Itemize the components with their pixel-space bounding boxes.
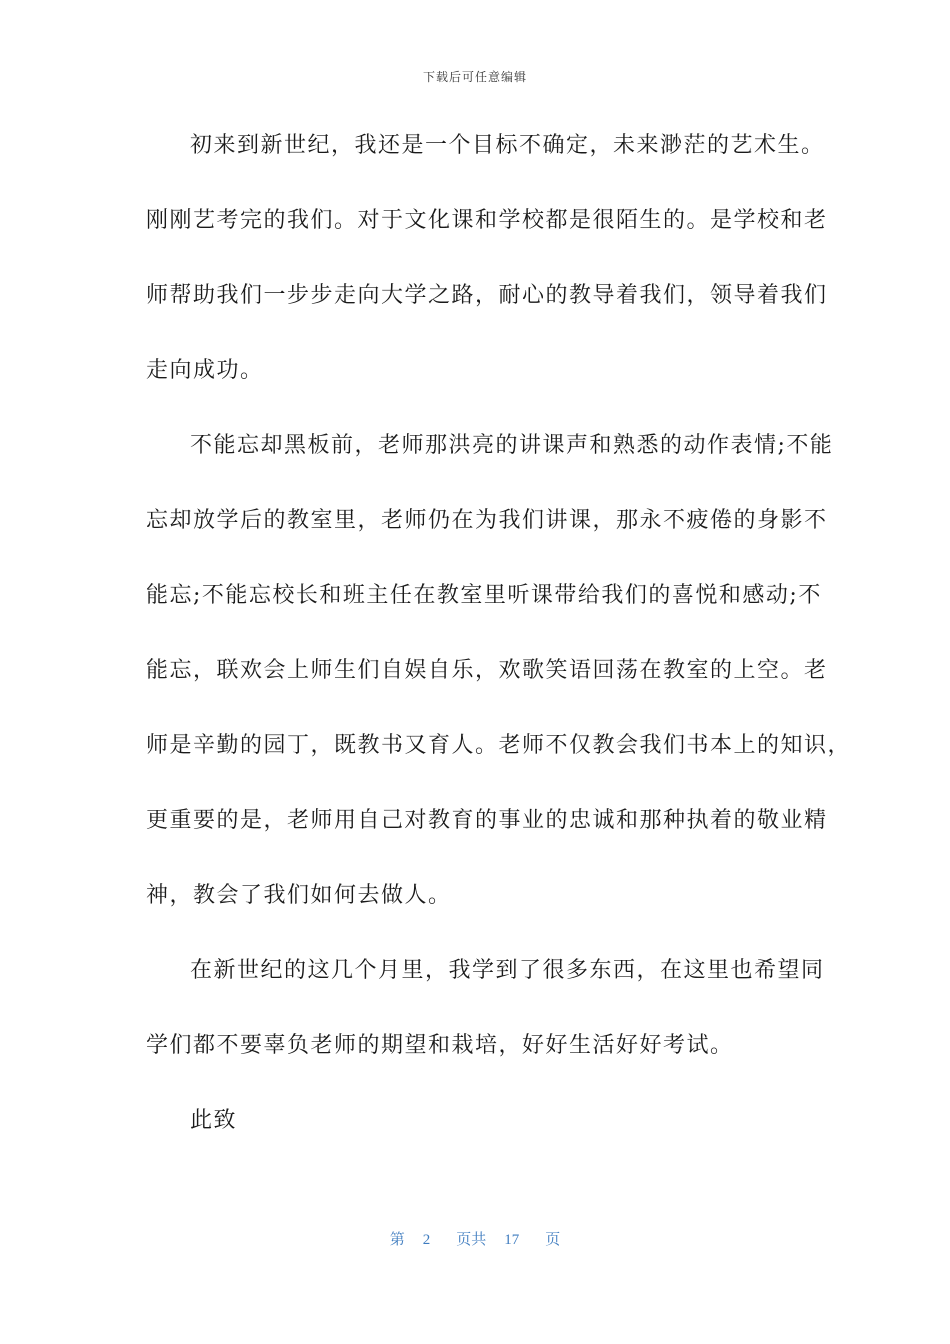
footer-ye-gong: 页共 bbox=[456, 1232, 487, 1248]
footer-page-number: 2 bbox=[422, 1232, 431, 1248]
footer-di: 第 bbox=[389, 1232, 405, 1248]
document-body bbox=[146, 122, 852, 1172]
page-footer bbox=[0, 1228, 950, 1249]
paragraph-line: 学们都不要辜负老师的期望和栽培，好好生活好好考试。 bbox=[146, 1033, 734, 1058]
paragraph-line: 能忘，联欢会上师生们自娱自乐，欢歌笑语回荡在教室的上空。老 bbox=[146, 658, 828, 683]
closing-salutation: 此致 bbox=[190, 1108, 238, 1133]
paragraph-line: 走向成功。 bbox=[146, 358, 264, 383]
header-note: 下载后可任意编辑 bbox=[422, 70, 527, 84]
paragraph-line: 初来到新世纪，我还是一个目标不确定，未来渺茫的艺术生。 bbox=[190, 133, 825, 158]
paragraph-line: 能忘;不能忘校长和班主任在教室里听课带给我们的喜悦和感动;不 bbox=[146, 583, 822, 608]
paragraph-line: 刚刚艺考完的我们。对于文化课和学校都是很陌生的。是学校和老 bbox=[146, 208, 828, 233]
paragraph-line: 忘却放学后的教室里，老师仍在为我们讲课，那永不疲倦的身影不 bbox=[146, 508, 828, 533]
paragraph-line: 神，教会了我们如何去做人。 bbox=[146, 883, 452, 908]
footer-total-pages: 17 bbox=[504, 1232, 520, 1248]
paragraph-line: 在新世纪的这几个月里，我学到了很多东西，在这里也希望同 bbox=[190, 958, 825, 983]
paragraph-line: 师是辛勤的园丁，既教书又育人。老师不仅教会我们书本上的知识， bbox=[146, 733, 852, 758]
footer-ye: 页 bbox=[545, 1232, 561, 1248]
paragraph-line: 更重要的是，老师用自己对教育的事业的忠诚和那种执着的敬业精 bbox=[146, 808, 828, 833]
paragraph-line: 师帮助我们一步步走向大学之路，耐心的教导着我们，领导着我们 bbox=[146, 283, 828, 308]
paragraph-line: 不能忘却黑板前，老师那洪亮的讲课声和熟悉的动作表情;不能 bbox=[190, 433, 834, 458]
